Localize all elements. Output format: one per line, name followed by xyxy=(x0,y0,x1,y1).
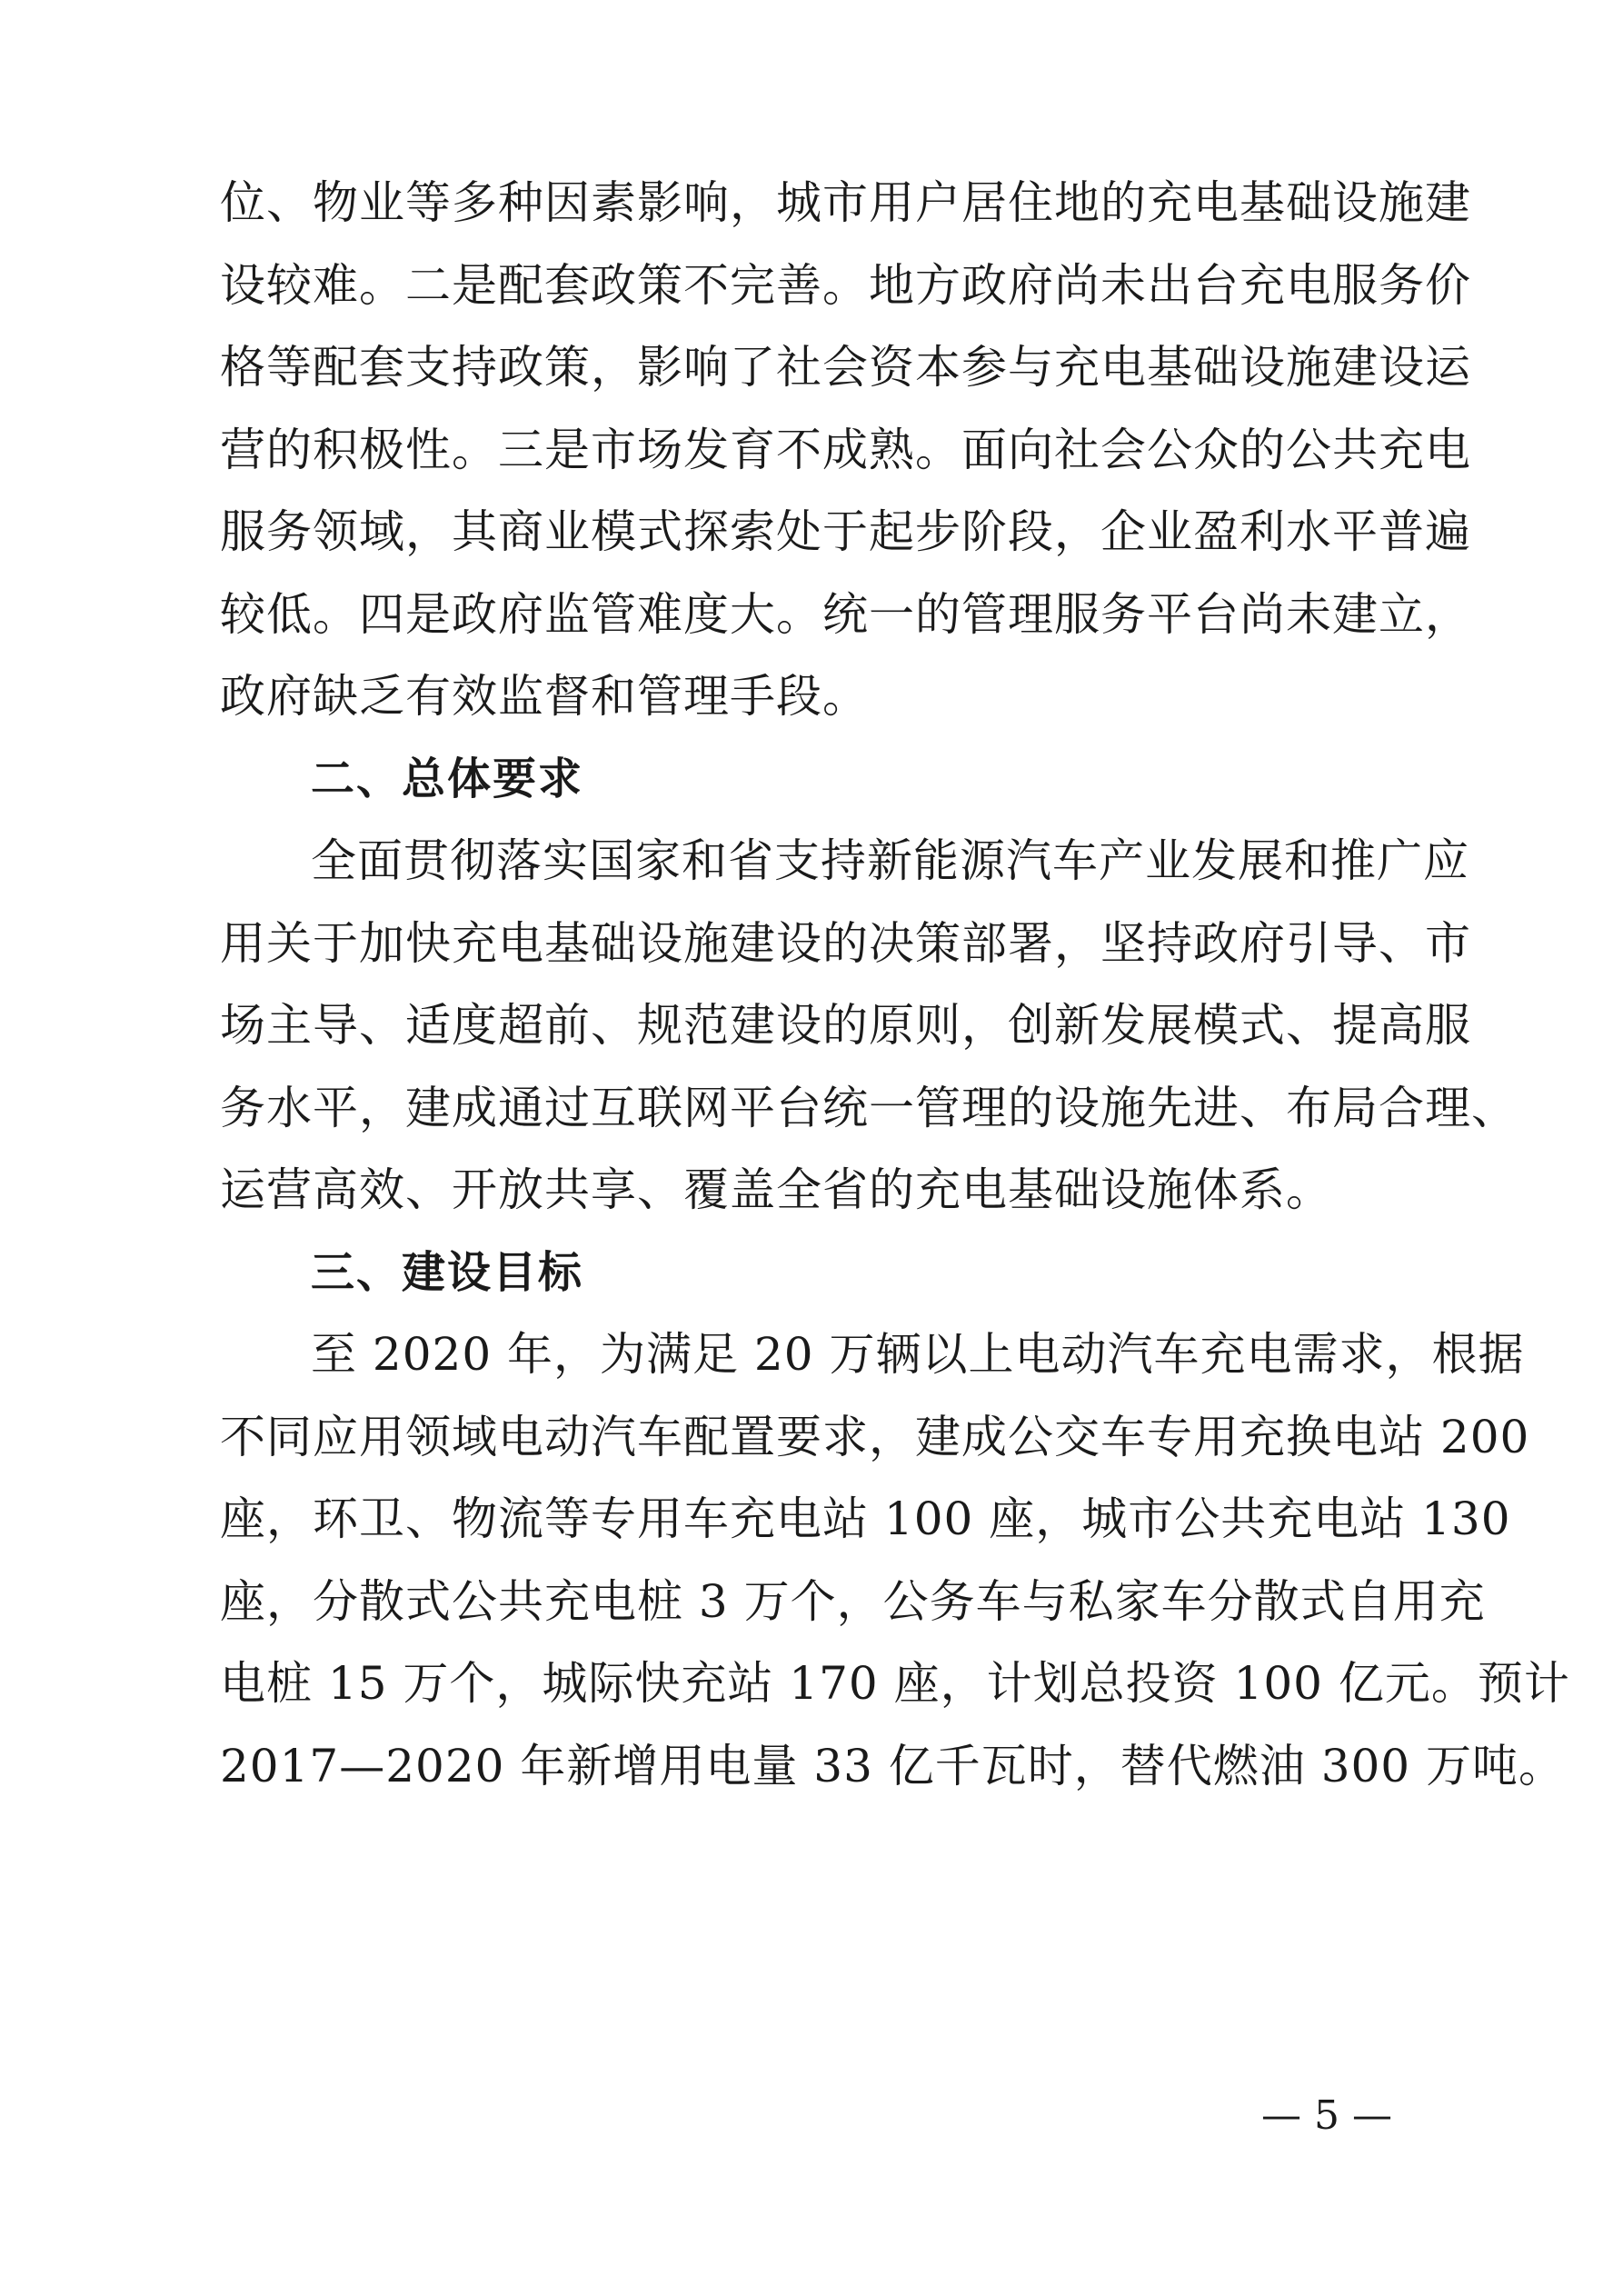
text-line: 设较难。二是配套政策不完善。地方政府尚未出台充电服务价 xyxy=(220,258,1471,312)
text-line: 格等配套支持政策，影响了社会资本参与充电基础设施建设运 xyxy=(220,341,1471,394)
text-line: 较低。四是政府监管难度大。统一的管理服务平台尚未建立， xyxy=(220,587,1471,641)
text-line: 不同应用领域电动汽车配置要求，建成公交车专用充换电站 200 xyxy=(220,1410,1530,1463)
text-line: 运营高效、开放共享、覆盖全省的充电基础设施体系。 xyxy=(220,1163,1332,1216)
text-line: 场主导、适度超前、规范建设的原则，创新发展模式、提高服 xyxy=(220,999,1471,1052)
text-line: 座，环卫、物流等专用车充电站 100 座，城市公共充电站 130 xyxy=(220,1492,1511,1545)
text-line: 座，分散式公共充电桩 3 万个，公务车与私家车分散式自用充 xyxy=(220,1574,1486,1628)
text-line: 用关于加快充电基础设施建设的决策部署，坚持政府引导、市 xyxy=(220,916,1471,970)
text-line: 全面贯彻落实国家和省支持新能源汽车产业发展和推广应 xyxy=(311,834,1469,887)
section-heading: 三、建设目标 xyxy=(311,1246,584,1298)
section-heading: 二、总体要求 xyxy=(311,753,584,804)
page-number: — 5 — xyxy=(1261,2092,1392,2139)
text-line: 2017—2020 年新增用电量 33 亿千瓦时，替代燃油 300 万吨。 xyxy=(220,1739,1566,1792)
text-line: 营的积极性。三是市场发育不成熟。面向社会公众的公共充电 xyxy=(220,423,1471,476)
text-line: 服务领域，其商业模式探索处于起步阶段，企业盈利水平普遍 xyxy=(220,505,1471,558)
text-line: 政府缺乏有效监督和管理手段。 xyxy=(220,670,869,723)
text-line: 位、物业等多种因素影响，城市用户居住地的充电基础设施建 xyxy=(220,176,1471,229)
document-body xyxy=(220,162,1570,1807)
text-line: 务水平，建成通过互联网平台统一管理的设施先进、布局合理、 xyxy=(220,1081,1518,1134)
text-line: 电桩 15 万个，城际快充站 170 座，计划总投资 100 亿元。预计 xyxy=(220,1657,1570,1710)
text-line: 至 2020 年，为满足 20 万辆以上电动汽车充电需求，根据 xyxy=(311,1328,1525,1381)
